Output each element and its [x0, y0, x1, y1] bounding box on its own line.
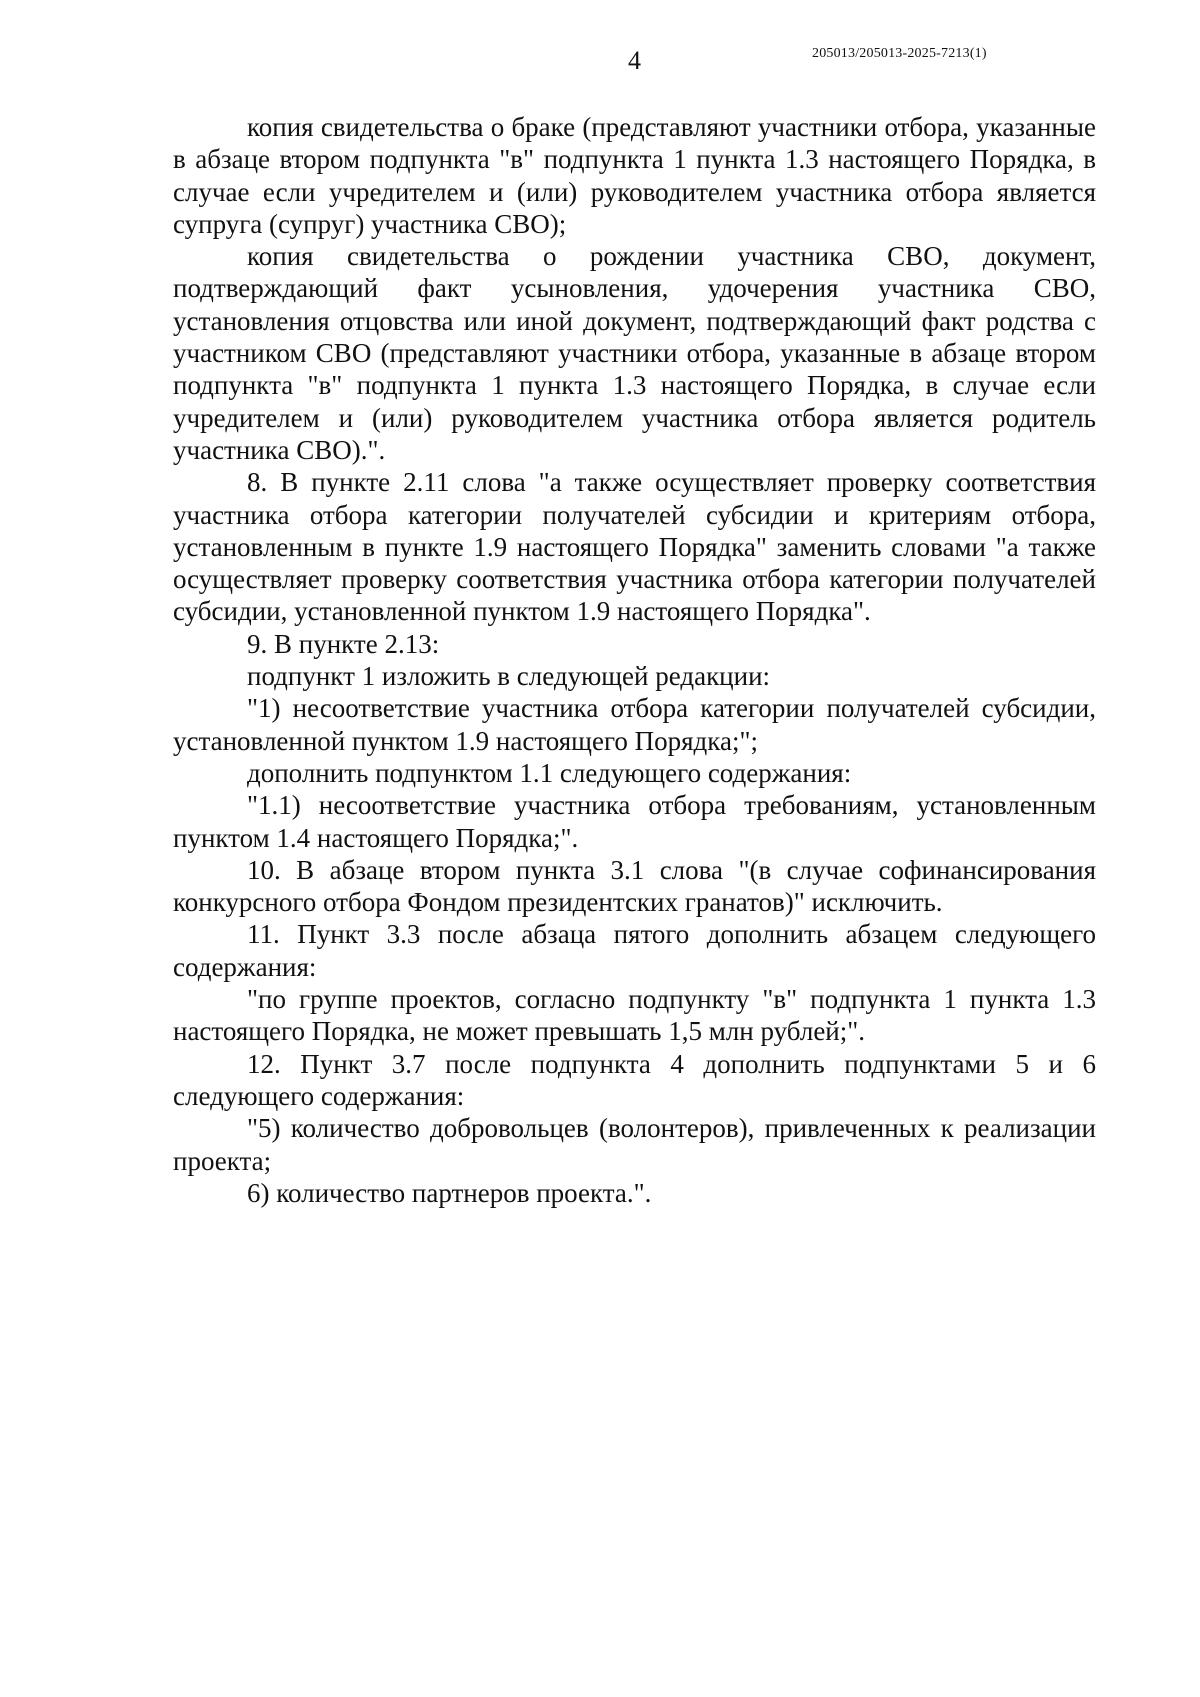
paragraph-item-9: 9. В пункте 2.13:	[247, 628, 440, 659]
paragraph-subitem-1-intro: подпункт 1 изложить в следующей редакции:	[247, 661, 771, 692]
paragraph-subitem-1-1-intro: дополнить подпунктом 1.1 следующего содержания:	[247, 757, 852, 788]
document-code: 205013/205013-2025-7213(1)	[812, 46, 987, 61]
paragraph-subitem-6: 6) количество партнеров проекта.".	[247, 1177, 652, 1208]
paragraph-subitem-1-1-text: "1.1) несоответствие участника отбора требованиям, установленным пунктом 1.4 настоящего Порядка;".	[173, 790, 1096, 853]
paragraph-item-8: 8. В пункте 2.11 слова "а также осуществляет проверку соответствия участника отбора категории получателей субсидии и критериям отбора, установленным в пункте 1.9 настоящего Порядка" заменить словами "а также осуществляет проверку соответствия участника отбора категории получателей субсидии, установленной пунктом 1.9 настоящего Порядка".	[173, 467, 1096, 627]
paragraph-item-10: 10. В абзаце втором пункта 3.1 слова "(в случае софинансирования конкурсного отбора Фондом президентских гранатов)" исключить.	[173, 854, 1096, 918]
paragraph-item-11-text: "по группе проектов, согласно подпункту "в" подпункта 1 пункта 1.3 настоящего Порядка, не может превышать 1,5 млн рублей;".	[173, 984, 1096, 1047]
paragraph-subitem-5: "5) количество добровольцев (волонтеров), привлеченных к реализации проекта;	[173, 1113, 1096, 1176]
page-number: 4	[628, 46, 641, 75]
document-body	[173, 111, 1096, 1209]
paragraph-birth-certificate: копия свидетельства о рождении участника СВО, документ, подтверждающий факт усыновления, удочерения участника СВО, установления отцовства или иной документ, подтверждающий факт родства с участником СВО (представляют участники отбора, указанные в абзаце втором подпункта "в" подпункта 1 пункта 1.3 настоящего Порядка, в случае если учредителем и (или) руководителем участника отбора является родитель участника СВО).".	[173, 241, 1096, 465]
paragraph-marriage-certificate: копия свидетельства о браке (представляют участники отбора, указанные в абзаце втором подпункта "в" подпункта 1 пункта 1.3 настоящего Порядка, в случае если учредителем и (или) руководителем участника отбора является супруга (супруг) участника СВО);	[173, 112, 1096, 239]
paragraph-subitem-1-text: "1) несоответствие участника отбора категории получателей субсидии, установленной пунктом 1.9 настоящего Порядка;";	[173, 693, 1096, 756]
paragraph-item-12: 12. Пункт 3.7 после подпункта 4 дополнить подпунктами 5 и 6 следующего содержания:	[173, 1048, 1096, 1111]
paragraph-item-11: 11. Пункт 3.3 после абзаца пятого дополнить абзацем следующего содержания:	[173, 919, 1096, 982]
